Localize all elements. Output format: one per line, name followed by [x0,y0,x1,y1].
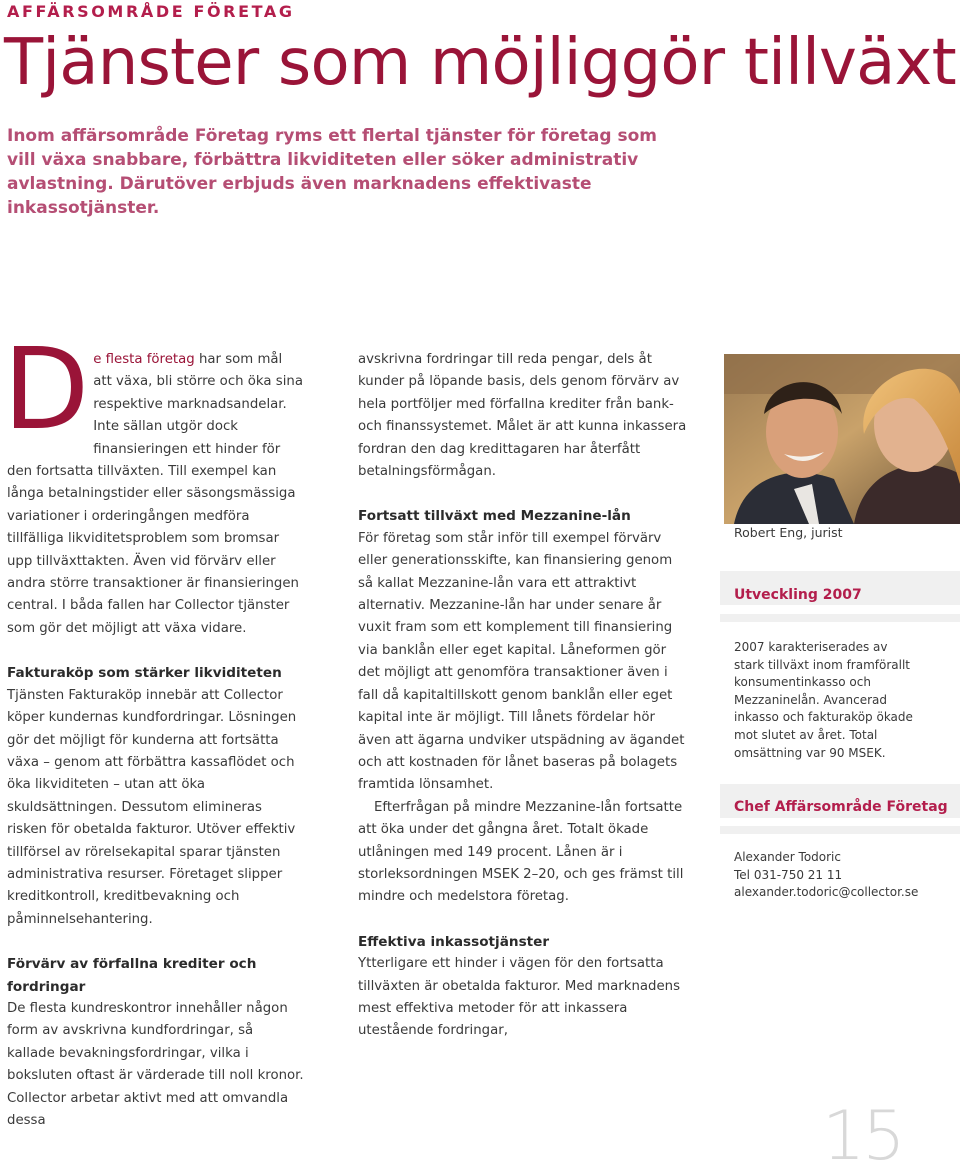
paragraph-mezzanine-2: Efterfrågan på mindre Mezzanine-lån fortsatte att öka under det gångna året. Totalt ökade utlåningen med 149 procent. Lånen är i storleksordningen MSEK 2–20, och ges främst till mindre och medelstora företag. [358,799,684,905]
contact-phone: Tel 031-750 21 11 [734,867,843,882]
opening-paragraph [3,325,305,640]
subheading-mezzanine: Fortsatt tillväxt med Mezzanine-lån [358,508,631,525]
page-title: Tjänster som möjliggör tillväxt [4,26,956,100]
portrait-photo [724,354,960,524]
text-column-2 [358,349,688,1043]
box-divider [720,826,960,834]
box-text-utveckling: 2007 karakteriserades av stark tillväxt inom framförallt konsumentinkasso och Mezzaninelån. Avancerad inkasso och fakturaköp ökade mot slutet av året. Total omsättning var 90 MSEK. [734,640,913,760]
lead-in: e flesta företag [93,352,195,367]
subheading-forvarv: Förvärv av förfallna krediter och fordringar [7,956,257,995]
section-label: AFFÄRSOMRÅDE FÖRETAG [7,2,295,21]
box-title-utveckling: Utveckling 2007 [734,587,862,603]
paragraph-fakturakop: Tjänsten Fakturaköp innebär att Collector köper kundernas kundfordringar. Lösningen gör det möjligt för kunderna att fortsätta växa – genom att förbättra kassaflödet och öka likviditeten – utan att öka skuldsättningen. Dessutom elimineras risken för obetalda fakturor. Utöver effektiv tillförsel av rörelsekapital sparar tjänsten administrativa resurser. Företaget slipper kreditkontroll, kreditbevakning och påminnelsehantering. [7,687,297,927]
page-number: 15 [822,1097,903,1176]
paragraph-inkasso: Ytterligare ett hinder i vägen för den fortsatta tillväxten är obetalda fakturor. Med marknadens mest effektiva metoder för att inkassera utestående fordringar, [358,956,681,1039]
intro-paragraph: Inom affärsområde Företag ryms ett flertal tjänster för företag som vill växa snabbare, förbättra likviditeten eller söker administrativ avlastning. Därutöver erbjuds även marknadens effektivaste inkassotjänster. [7,126,657,218]
paragraph-forvarv: De flesta kundreskontror innehåller någon form av avskrivna kundfordringar, så kallade bevakningsfordringar, vilka i boksluten oftast är värderade till noll kronor. Collector arbetar aktivt med att omvandla dessa [7,1000,304,1128]
box-divider [720,614,960,622]
paragraph-mezzanine: För företag som står inför till exempel förvärv eller generationsskifte, kan finansiering genom så kallat Mezzanine-lån vara ett attraktivt alternativ. Mezzanine-lån har under senare år vuxit fram som ett komplement till finansiering via banklån eller eget kapital. Låneformen gör det möjligt att genomföra transaktioner även i fall då kapitaltillskott genom banklån eller eget kapital inte är möjligt. Till lånets fördelar hör även att ägarna undviker utspädning av ägandet och att kostnaden för lånet baseras på bolagets framtida lönsamhet. [358,530,685,793]
subheading-inkasso: Effektiva inkassotjänster [358,933,550,950]
contact-email[interactable]: alexander.todoric@collector.se [734,885,919,900]
photo-caption: Robert Eng, jurist [734,525,843,540]
drop-cap: D [3,325,90,455]
box-title-chef: Chef Affärsområde Företag [734,799,948,815]
contact-name: Alexander Todoric [734,850,841,864]
text-column-1 [3,325,305,1132]
subheading-fakturakop: Fakturaköp som stärker likviditeten [7,665,282,682]
contact-block [734,849,934,902]
paragraph-text: har som mål att växa, bli större och öka sina respektive marknadsandelar. Inte sällan utgör dock finansieringen ett hinder för den fortsatta tillväxten. Till exempel kan långa betalningstider eller säsongsmässiga variationer i orderingången medföra tillfälliga likviditetsproblem som bromsar upp tillväxttakten. Även vid förvärv eller andra större transaktioner är finansieringen central. I båda fallen har Collector tjänster som gör det möjligt att växa vidare. [7,352,303,636]
paragraph-continued: avskrivna fordringar till reda pengar, dels åt kunder på löpande basis, dels genom förvärv av hela portföljer med förfallna krediter från bank- och finanssystemet. Målet är att kunna inkassera fordran den dag kredittagaren har återfått betalningsförmågan. [358,352,687,480]
